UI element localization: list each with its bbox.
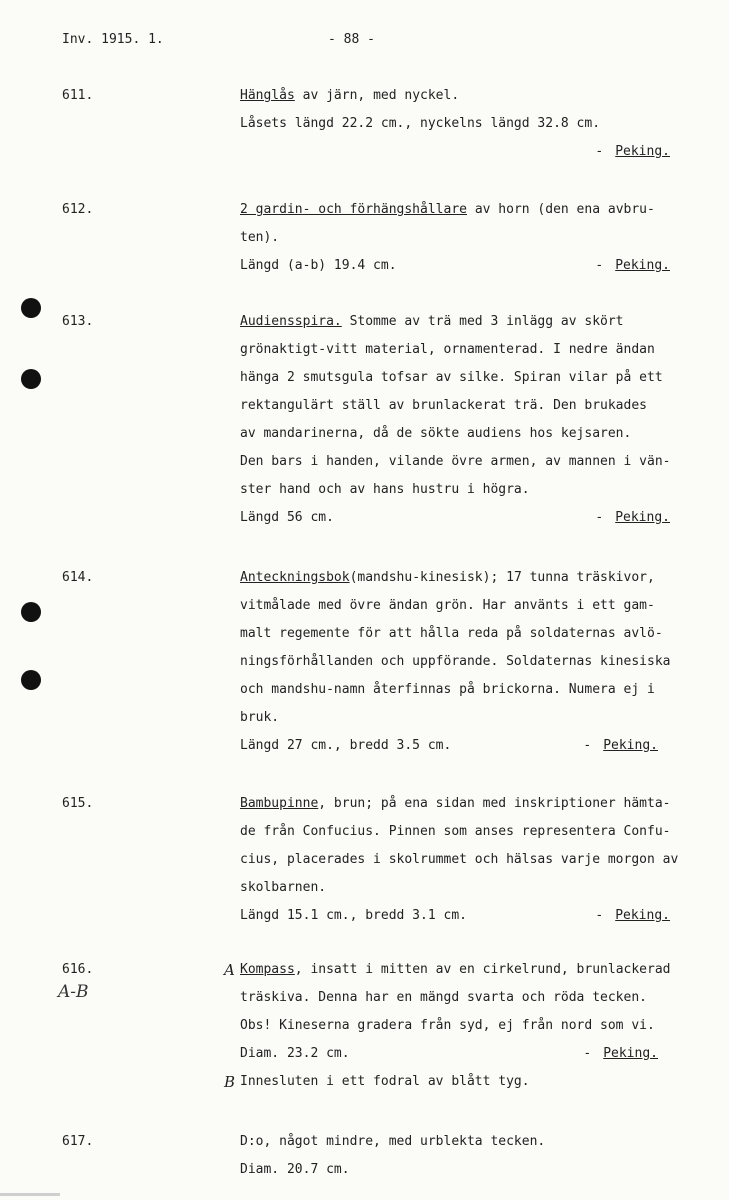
entry-text: Diam. 23.2 cm. xyxy=(240,1046,350,1061)
handwritten-letters: A-B xyxy=(58,982,89,1002)
entry-text: (mandshu-kinesisk); 17 tunna träskivor, xyxy=(349,570,655,585)
entry-text: bruk. xyxy=(240,710,280,725)
entry-title: Anteckningsbok xyxy=(240,570,350,585)
entry-text: Obs! Kineserna gradera från syd, ej från nord som vi. xyxy=(240,1018,655,1033)
entry-text: grönaktigt-vitt material, ornamenterad. I nedre ändan xyxy=(240,342,655,357)
entry-title: 2 gardin- och förhängshållare xyxy=(240,202,467,217)
entry-number: 617. xyxy=(62,1134,94,1149)
entry-text: Längd 27 cm., bredd 3.5 cm. xyxy=(240,738,452,753)
entry-text: av horn (den ena avbru- xyxy=(474,202,655,217)
entry-text: Längd (a-b) 19.4 cm. xyxy=(240,258,397,273)
entry-place: Peking. xyxy=(603,1046,658,1061)
entry-title: Audiensspira. xyxy=(240,314,342,329)
entry-text: D:o, något mindre, med urblekta tecken. xyxy=(240,1134,546,1149)
entry-number: 612. xyxy=(62,202,94,217)
entry-text: ster hand och av hans hustru i högra. xyxy=(240,482,530,497)
entry-text: cius, placerades i skolrummet och hälsas varje morgon av xyxy=(240,852,679,867)
punch-hole xyxy=(21,369,41,389)
handwritten-mark-a: A xyxy=(224,961,235,979)
page-number: - 88 - xyxy=(328,32,375,47)
punch-hole xyxy=(21,602,41,622)
entry-text: de från Confucius. Pinnen som anses representera Confu- xyxy=(240,824,671,839)
entry-text: ten). xyxy=(240,230,280,245)
entry-text: och mandshu-namn återfinnas på brickorna. Numera ej i xyxy=(240,682,655,697)
entry-place: Peking. xyxy=(603,738,658,753)
entry-text: hänga 2 smutsgula tofsar av silke. Spiran vilar på ett xyxy=(240,370,663,385)
inventory-header: Inv. 1915. 1. xyxy=(62,32,164,47)
page-edge-mark xyxy=(0,1193,60,1196)
entry-text: Låsets längd 22.2 cm., nyckelns längd 32.8 cm. xyxy=(240,116,601,131)
entry-text: Längd 15.1 cm., bredd 3.1 cm. xyxy=(240,908,467,923)
entry-text: vitmålade med övre ändan grön. Har använts i ett gam- xyxy=(240,598,655,613)
entry-place: Peking. xyxy=(615,908,670,923)
entry-text: skolbarnen. xyxy=(240,880,327,895)
entry-number: 614. xyxy=(62,570,94,585)
entry-place: Peking. xyxy=(615,144,670,159)
entry-number: 613. xyxy=(62,314,94,329)
entry-number: 611. xyxy=(62,88,94,103)
entry-text: , brun; på ena sidan med inskriptioner hämta- xyxy=(318,796,671,811)
entry-number: 615. xyxy=(62,796,94,811)
entry-text: Stomme av trä med 3 inlägg av skört xyxy=(349,314,624,329)
document-page: Inv. 1915. 1. - 88 - 611. Hänglås av järn, med nyckel. Låsets längd 22.2 cm., nyckelns längd 32.8 cm. - Peking. 612. 2 gardin- och förhängshållare av horn (den ena avbru- ten). Längd (a-b) 19.4 cm. - Peking. 613. Audiensspira. Stomme av trä med 3 inlägg av skört grönaktigt-vitt material, ornamenterad. I nedre ändan hänga 2 smutsgula tofsar av silke. Spiran vilar på ett rektangulärt ställ av brunlackerat trä. Den brukades av mandarinerna, då de sökte audiens hos kejsaren. Den bars i handen, vilande övre armen, av mannen i vän- ster hand och av hans hustru i högra. Längd 56 cm. - Peking. 614. Anteckningsbok(mandshu-kinesisk); 17 tunna träskivor, vitmålade med övre ändan grön. Har använts i ett gam- malt regemente för att hålla reda på soldaternas avlö- ningsförhållanden och uppförande. Soldaternas kinesiska och mandshu-namn återfinnas på brickorna. Numera ej i bruk. Längd 27 cm., bredd 3.5 cm. - Peking. 615. Bambupinne, brun; på ena sidan med inskriptioner hämta- de från Confucius. Pinnen som anses representera Confu- cius, placerades i skolrummet och hälsas varje morgon av skolbarnen. Längd 15.1 cm., bredd 3.1 cm. - Peking. 616. A-B A Kompass, insatt i mitten av en cirkelrund, brunlackerad träskiva. Denna har en mängd svarta och röda tecken. Obs! Kineserna gradera från syd, ej från nord som vi. Diam. 23.2 cm. - Peking. B Innesluten i ett fodral av blått tyg. 617. D:o, något mindre, med urblekta tecken. Diam. 20.7 cm. xyxy=(0,0,729,1200)
entry-text: av mandarinerna, då de sökte audiens hos kejsaren. xyxy=(240,426,632,441)
entry-text: malt regemente för att hålla reda på soldaternas avlö- xyxy=(240,626,663,641)
entry-text: Diam. 20.7 cm. xyxy=(240,1162,350,1177)
punch-hole xyxy=(21,670,41,690)
handwritten-mark-b: B xyxy=(224,1073,236,1091)
entry-text: ningsförhållanden och uppförande. Soldaternas kinesiska xyxy=(240,654,671,669)
entry-text: Innesluten i ett fodral av blått tyg. xyxy=(240,1074,530,1089)
entry-text: rektangulärt ställ av brunlackerat trä. Den brukades xyxy=(240,398,647,413)
entry-number: 616. xyxy=(62,962,94,977)
entry-title: Hänglås xyxy=(240,88,295,103)
entry-text: träskiva. Denna har en mängd svarta och röda tecken. xyxy=(240,990,647,1005)
punch-hole xyxy=(21,298,41,318)
entry-text: Den bars i handen, vilande övre armen, av mannen i vän- xyxy=(240,454,671,469)
entry-text: Längd 56 cm. xyxy=(240,510,334,525)
entry-text: , insatt i mitten av en cirkelrund, brunlackerad xyxy=(294,962,671,977)
entry-place: Peking. xyxy=(615,510,670,525)
entry-title: Kompass xyxy=(240,962,295,977)
entry-text: av järn, med nyckel. xyxy=(302,88,460,103)
entry-place: Peking. xyxy=(615,258,670,273)
entry-title: Bambupinne xyxy=(240,796,319,811)
